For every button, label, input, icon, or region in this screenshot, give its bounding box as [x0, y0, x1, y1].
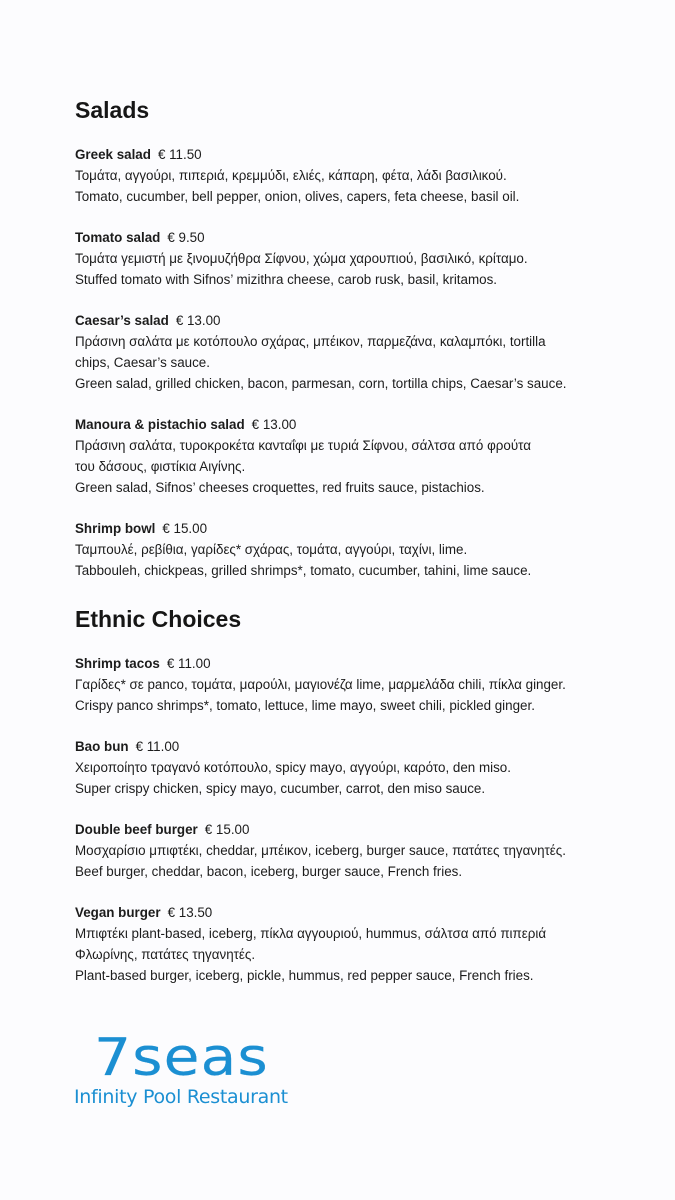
restaurant-logo	[74, 1030, 314, 1120]
item-price: € 11.50	[157, 147, 202, 162]
item-description-english: Plant-based burger, iceberg, pickle, hummus, red pepper sauce, French fries.	[75, 968, 534, 983]
item-description-greek: Ταμπουλέ, ρεβίθια, γαρίδες* σχάρας, τομάτα, αγγούρι, ταχίνι, lime.	[75, 542, 468, 557]
section-title-salads: Salads	[75, 97, 150, 123]
menu-item-shrimp-bowl	[75, 518, 635, 581]
item-description-greek-cont: chips, Caesar’s sauce.	[75, 355, 210, 370]
item-description-english: Green salad, grilled chicken, bacon, parmesan, corn, tortilla chips, Caesar’s sauce.	[75, 376, 567, 391]
section-title-ethnic-choices: Ethnic Choices	[75, 606, 242, 632]
menu-item-bao-bun	[75, 736, 635, 799]
item-description-greek: Γαρίδες* σε panco, τομάτα, μαρούλι, μαγιονέζα lime, μαρμελάδα chili, πίκλα ginger.	[75, 677, 566, 692]
menu-item-vegan-burger	[75, 902, 635, 986]
menu-item-caesars-salad	[75, 310, 635, 394]
item-description-english: Stuffed tomato with Sifnos’ mizithra cheese, carob rusk, basil, kritamos.	[75, 272, 497, 287]
item-description-greek: Μοσχαρίσιο μπιφτέκι, cheddar, μπέικον, iceberg, burger sauce, πατάτες τηγανητές.	[75, 843, 566, 858]
item-name: Double beef burger	[75, 822, 198, 837]
item-description-greek: Πράσινη σαλάτα, τυροκροκέτα κανταΐφι με τυριά Σίφνου, σάλτσα από φρούτα	[75, 438, 531, 453]
item-price: € 11.00	[166, 656, 211, 671]
item-price: € 13.50	[167, 905, 213, 920]
menu-item-double-beef-burger	[75, 819, 635, 882]
logo-subtitle: Infinity Pool Restaurant	[74, 1086, 288, 1108]
menu-item-shrimp-tacos	[75, 653, 635, 716]
ethnic-choices-list	[75, 653, 635, 986]
item-name: Greek salad	[75, 147, 151, 162]
item-description-greek: Μπιφτέκι plant-based, iceberg, πίκλα αγγουριού, hummus, σάλτσα από πιπεριά	[75, 926, 547, 941]
item-description-greek: Χειροποίητο τραγανό κοτόπουλο, spicy mayo, αγγούρι, καρότο, den miso.	[75, 760, 511, 775]
item-description-greek-cont: Φλωρίνης, πατάτες τηγανητές.	[75, 947, 256, 962]
item-price: € 15.00	[162, 521, 208, 536]
item-description-english: Super crispy chicken, spicy mayo, cucumber, carrot, den miso sauce.	[75, 781, 486, 796]
item-price: € 13.00	[175, 313, 221, 328]
item-description-greek: Πράσινη σαλάτα με κοτόπουλο σχάρας, μπέικον, παρμεζάνα, καλαμπόκι, tortilla	[75, 334, 546, 349]
item-name: Manoura & pistachio salad	[75, 417, 245, 432]
item-price: € 13.00	[251, 417, 297, 432]
item-description-greek: Τομάτα γεμιστή με ξινομυζήθρα Σίφνου, χώμα χαρουπιού, βασιλικό, κρίταμο.	[75, 251, 528, 266]
item-name: Tomato salad	[75, 230, 161, 245]
item-description-greek: Τομάτα, αγγούρι, πιπεριά, κρεμμύδι, ελιές, κάπαρη, φέτα, λάδι βασιλικού.	[75, 168, 507, 183]
item-description-greek-cont: του δάσους, φιστίκια Αιγίνης.	[75, 459, 246, 474]
menu-page	[75, 92, 635, 1006]
item-description-english: Crispy panco shrimps*, tomato, lettuce, lime mayo, sweet chili, pickled ginger.	[75, 698, 535, 713]
item-name: Caesar’s salad	[75, 313, 169, 328]
item-description-english: Beef burger, cheddar, bacon, iceberg, burger sauce, French fries.	[75, 864, 463, 879]
menu-item-greek-salad	[75, 144, 635, 207]
logo-wordmark: 7seas	[94, 1028, 269, 1088]
menu-item-manoura-pistachio-salad	[75, 414, 635, 498]
item-name: Shrimp bowl	[75, 521, 156, 536]
menu-item-tomato-salad	[75, 227, 635, 290]
item-name: Shrimp tacos	[75, 656, 160, 671]
item-description-english: Tabbouleh, chickpeas, grilled shrimps*, tomato, cucumber, tahini, lime sauce.	[75, 563, 532, 578]
item-price: € 11.00	[135, 739, 180, 754]
item-name: Vegan burger	[75, 905, 161, 920]
item-name: Bao bun	[75, 739, 129, 754]
item-price: € 15.00	[204, 822, 250, 837]
salads-list	[75, 144, 635, 581]
item-description-english: Green salad, Sifnos’ cheeses croquettes, red fruits sauce, pistachios.	[75, 480, 485, 495]
item-description-english: Tomato, cucumber, bell pepper, onion, olives, capers, feta cheese, basil oil.	[75, 189, 520, 204]
item-price: € 9.50	[167, 230, 205, 245]
